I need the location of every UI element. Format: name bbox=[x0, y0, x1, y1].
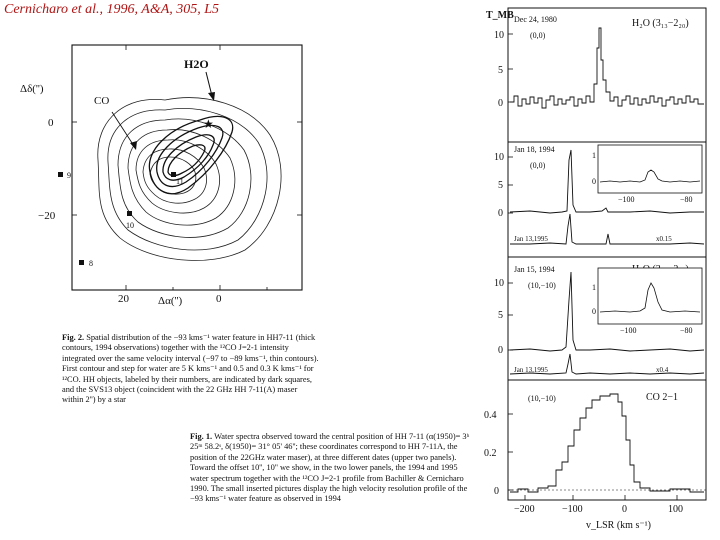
co-arrowhead bbox=[130, 141, 137, 150]
panel-3-date2: Jan 13,1995 bbox=[514, 366, 548, 374]
svs13-star-icon: ★ bbox=[203, 117, 214, 131]
panel-2-ytick-10: 10 bbox=[494, 152, 504, 163]
spectra-xtick-minus200: −200 bbox=[514, 504, 535, 515]
panel-1-offset: (0,0) bbox=[530, 31, 546, 40]
panel-4-ytick-0.4: 0.4 bbox=[484, 410, 497, 421]
panel-4-ytick-0: 0 bbox=[494, 486, 499, 497]
fig1-caption-label: Fig. 1. bbox=[190, 432, 213, 441]
panel-2-ytick-5: 5 bbox=[498, 180, 503, 191]
panel-3-inset-ytick-0: 0 bbox=[592, 307, 596, 316]
panel-1-ytick-0: 0 bbox=[498, 98, 503, 109]
citation-text: Cernicharo et al., 1996, A&A, 305, L5 bbox=[4, 2, 220, 17]
contour-map-figure bbox=[0, 0, 330, 325]
hh-object-10-marker bbox=[127, 211, 132, 216]
panel-4-line-label: CO 2−1 bbox=[646, 392, 679, 403]
panel-1-ytick-10: 10 bbox=[494, 30, 504, 41]
spectra-x-axis-label: v_LSR (km s⁻¹) bbox=[586, 520, 651, 531]
panel-3-inset-xtick-minus100: −100 bbox=[620, 326, 637, 335]
spectra-xtick-100: 100 bbox=[668, 504, 683, 515]
fig1-caption-text: Water spectra observed toward the central position of HH 7-11 (α(1950)= 3ʰ 25ᵐ 58.2ˢ, δ(1950)= 31° 05' 46''; these coordinates correspond to HH 7-11A, the position of the 22GHz water maser), at three different dates (upper two panels). Toward the offset 10'', 10'' we show, in the two lower panels, the 1994 and 1995 water spectrum together with the ¹²CO J=2-1 profile from Bachiller & Cernicharo 1990. The small inserted pictures display the high velocity resolution profile of the −93 kms⁻¹ water feature as observed in 1994 bbox=[190, 432, 470, 504]
panel-3-ytick-10: 10 bbox=[494, 278, 504, 289]
panel-1-spectrum bbox=[510, 28, 704, 108]
hh-object-11-label: 11 bbox=[176, 177, 184, 186]
map-label-h2o: H2O bbox=[184, 57, 209, 71]
panel-3-inset-xtick-minus80: −80 bbox=[680, 326, 693, 335]
hh-object-10-label: 10 bbox=[126, 221, 134, 230]
panel-3-scale: x0.4 bbox=[656, 366, 669, 374]
map-xtick-20: 20 bbox=[118, 293, 129, 305]
hh-object-8-label: 8 bbox=[89, 259, 93, 268]
panel-2-inset-xtick-minus80: −80 bbox=[680, 195, 693, 204]
panel-1-ytick-5: 5 bbox=[498, 65, 503, 76]
map-tick-marks bbox=[72, 45, 302, 290]
map-ylabel: Δδ('') bbox=[20, 83, 44, 95]
hh-object-8-marker bbox=[79, 260, 84, 265]
fig2-caption-text: Spatial distribution of the −93 kms⁻¹ water feature in HH7-11 (thick contours, 1994 observations) together with the ¹²CO J=2-1 intensity integrated over the same velocity interval (−97 to −89 kms⁻¹, thin contours). First contour and step for water are 5 K kms⁻¹ and 0.5 and 0.3 K kms⁻¹ for ¹²CO. HH objects, labeled by their numbers, are indicated by dark squares, and the SVS13 object (coincident with the 22 GHz HH 7-11(A) maser within 2'') by a star bbox=[62, 333, 319, 405]
spectra-figure bbox=[470, 0, 720, 540]
spectra-xtick-minus100: −100 bbox=[562, 504, 583, 515]
panel-2-date: Jan 18, 1994 bbox=[514, 145, 555, 154]
map-ytick-minus20: −20 bbox=[38, 210, 56, 222]
fig1-caption bbox=[190, 432, 472, 505]
panel-3-date: Jan 15, 1994 bbox=[514, 265, 555, 274]
fig2-caption-label: Fig. 2. bbox=[62, 333, 85, 342]
hh-object-9-marker bbox=[58, 172, 63, 177]
panel-frames bbox=[508, 8, 706, 500]
panel-4-co-spectrum bbox=[510, 394, 704, 492]
panel-4-offset: (10,−10) bbox=[528, 394, 556, 403]
hh-object-9-label: 9 bbox=[67, 171, 71, 180]
spectra-y-axis-label: T_MB bbox=[486, 10, 514, 21]
panel-2-scale: x0.15 bbox=[656, 235, 672, 243]
panel-1-line-label: H₂O (3₁₃−2₂₀) bbox=[632, 18, 689, 29]
panel-3-offset: (10,−10) bbox=[528, 281, 556, 290]
map-xlabel: Δα('') bbox=[158, 295, 183, 307]
panel-2-ytick-0: 0 bbox=[498, 208, 503, 219]
panel-3-ytick-0: 0 bbox=[498, 345, 503, 356]
map-frame bbox=[72, 45, 302, 290]
panel-1-date: Dec 24, 1980 bbox=[514, 15, 557, 24]
panel-3-ytick-5: 5 bbox=[498, 310, 503, 321]
panel-2-date2: Jan 13,1995 bbox=[514, 235, 548, 243]
panel-2-offset: (0,0) bbox=[530, 161, 546, 170]
panel-2-inset-ytick-1: 1 bbox=[592, 151, 596, 160]
panel-2-inset-ytick-0: 0 bbox=[592, 177, 596, 186]
map-ytick-0: 0 bbox=[48, 117, 54, 129]
panel-2-inset-frame bbox=[598, 145, 702, 193]
fig2-caption bbox=[62, 333, 320, 406]
panel-3-inset-ytick-1: 1 bbox=[592, 283, 596, 292]
h2o-arrow bbox=[206, 72, 212, 96]
panel-4-ytick-0.2: 0.2 bbox=[484, 448, 497, 459]
spectra-xtick-0: 0 bbox=[622, 504, 627, 515]
panel-2-inset-xtick-minus100: −100 bbox=[618, 195, 635, 204]
panel-3-inset-frame bbox=[598, 268, 702, 324]
map-xtick-0: 0 bbox=[216, 293, 222, 305]
map-label-co: CO bbox=[94, 95, 110, 107]
